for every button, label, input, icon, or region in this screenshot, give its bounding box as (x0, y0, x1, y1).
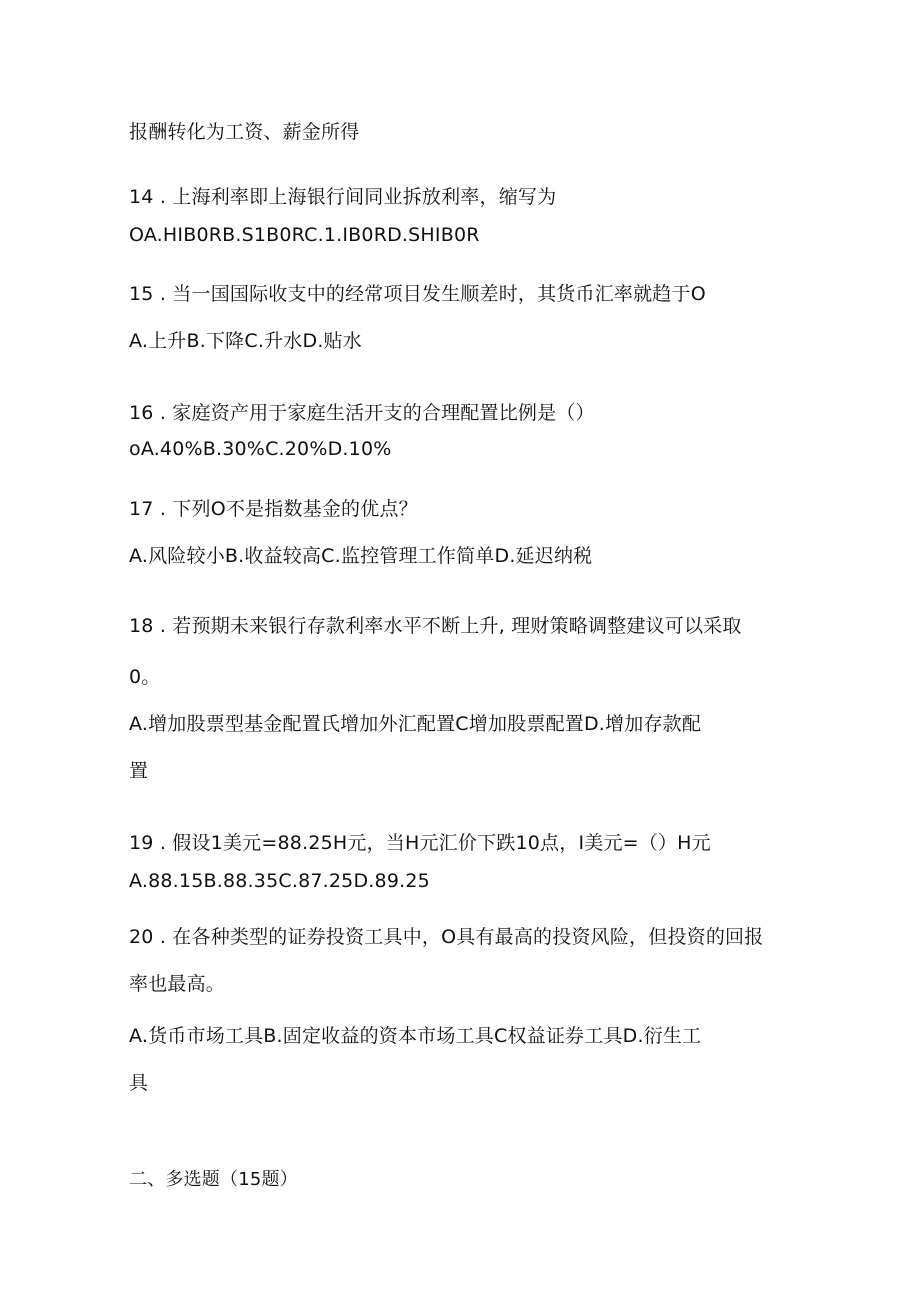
question-19: 19 . 假设1美元=88.25H元，当H元汇价下跌10点，I美元=（）H元 (129, 832, 711, 854)
question-20-options: A.货币市场工具B.固定收益的资本市场工具C权益证券工具D.衍生工 (129, 1025, 702, 1047)
question-18-options: A.增加股票型基金配置氏增加外汇配置C增加股票配置D.增加存款配 (129, 713, 702, 735)
question-18-options-continuation: 置 (129, 760, 149, 782)
question-18-continuation: 0。 (129, 666, 161, 688)
question-16-options: oA.40%B.30%C.20%D.10% (129, 438, 392, 460)
question-17: 17 . 下列O不是指数基金的优点？ (129, 498, 418, 520)
question-15: 15 . 当一国国际收支中的经常项目发生顺差时，其货币汇率就趋于O (129, 283, 706, 305)
question-20-options-continuation: 具 (129, 1072, 149, 1094)
question-14-options: OA.HIB0RB.S1B0RC.1.IB0RD.SHIB0R (129, 224, 480, 246)
question-18: 18 . 若预期未来银行存款利率水平不断上升, 理财策略调整建议可以采取 (129, 615, 742, 637)
q13-continuation: 报酬转化为工资、薪金所得 (129, 121, 360, 143)
question-16: 16 . 家庭资产用于家庭生活开支的合理配置比例是（） (129, 402, 595, 424)
question-19-options: A.88.15B.88.35C.87.25D.89.25 (129, 870, 430, 892)
question-20: 20 . 在各种类型的证券投资工具中，O具有最高的投资风险，但投资的回报 (129, 926, 764, 948)
question-14: 14 . 上海利率即上海银行间同业拆放利率，缩写为 (129, 186, 557, 208)
question-15-options: A.上升B.下降C.升水D.贴水 (129, 330, 362, 352)
section-heading-multiple-choice: 二、多选题（15题） (129, 1169, 298, 1190)
question-17-options: A.风险较小B.收益较高C.监控管理工作简单D.延迟纳税 (129, 545, 593, 567)
question-20-continuation: 率也最高。 (129, 973, 226, 995)
